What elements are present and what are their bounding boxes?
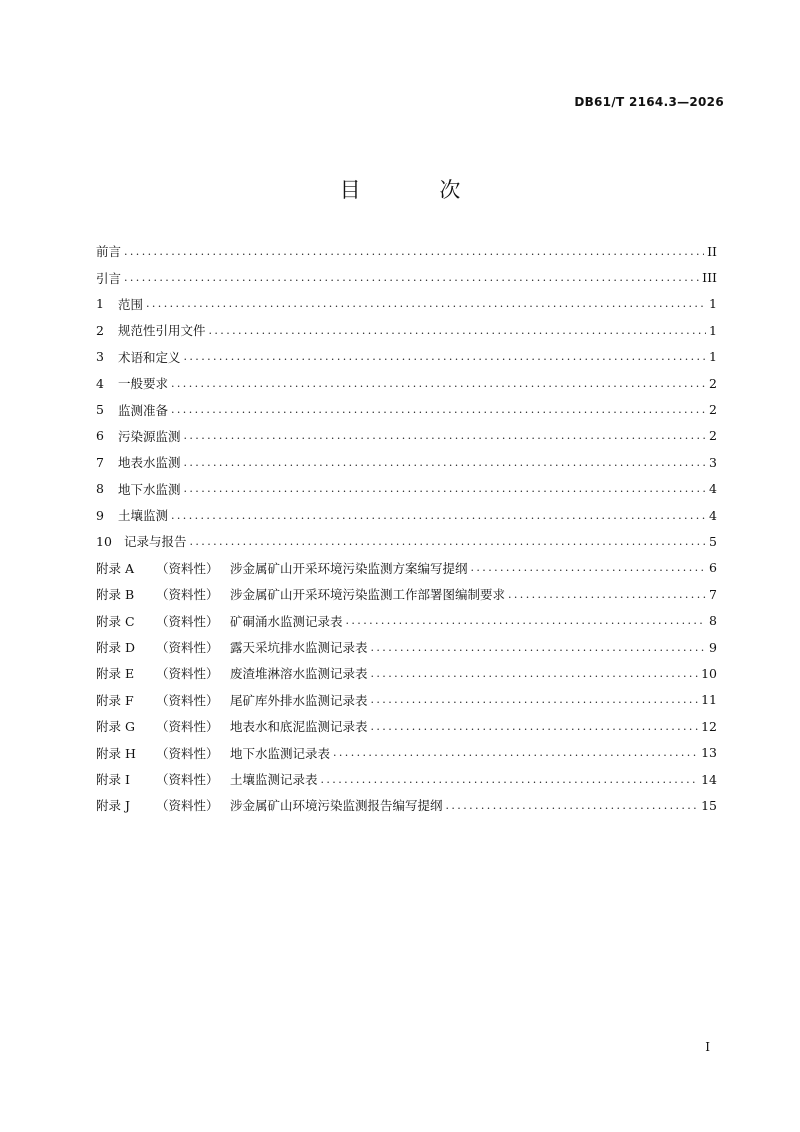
appendix-code: 附录 A <box>96 560 135 576</box>
toc-label: 术语和定义 <box>118 349 181 365</box>
page-number: I <box>705 1040 710 1054</box>
toc-entry-8[interactable] <box>96 476 717 502</box>
toc-leader <box>333 745 698 760</box>
toc-label: 尾矿库外排水监测记录表 <box>230 692 368 708</box>
toc-label: 记录与报告 <box>124 534 187 550</box>
toc-entry-3[interactable] <box>96 344 717 370</box>
toc-label: 废渣堆淋溶水监测记录表 <box>230 666 368 682</box>
toc-page: 2 <box>709 428 717 444</box>
appendix-type: （资料性） <box>156 640 219 656</box>
appendix-type: （资料性） <box>156 613 219 629</box>
toc-label: 地下水监测记录表 <box>230 745 331 761</box>
appendix-code: 附录 F <box>96 692 134 708</box>
appendix-code: 附录 E <box>96 666 135 682</box>
page-title: 目 次 <box>339 178 497 202</box>
toc-appendix-c[interactable] <box>96 607 717 633</box>
toc-label: 地表水监测 <box>118 455 181 471</box>
toc-label: 前言 <box>96 244 122 260</box>
toc-leader <box>471 560 706 575</box>
toc-leader <box>346 613 706 628</box>
toc-page: 3 <box>709 454 717 470</box>
toc-entry-10[interactable] <box>96 528 717 554</box>
toc-number: 4 <box>96 375 104 391</box>
toc-page: II <box>707 243 717 259</box>
toc-number: 2 <box>96 322 104 338</box>
appendix-code: 附录 G <box>96 719 135 735</box>
appendix-type: （资料性） <box>156 719 219 735</box>
appendix-type: （资料性） <box>156 587 219 603</box>
toc-leader <box>446 798 699 813</box>
toc-leader <box>184 481 706 496</box>
toc-entry-introduction[interactable] <box>96 264 717 290</box>
toc-appendix-g[interactable] <box>96 713 717 739</box>
toc-page: 7 <box>709 586 717 602</box>
toc-entry-1[interactable] <box>96 291 717 317</box>
toc-leader <box>190 534 706 549</box>
toc-appendix-h[interactable] <box>96 739 717 765</box>
toc-leader <box>146 296 706 311</box>
toc-label: 监测准备 <box>118 402 169 418</box>
toc-label: 范围 <box>118 296 144 312</box>
toc-label: 地下水监测 <box>118 481 181 497</box>
appendix-code: 附录 I <box>96 772 130 787</box>
toc-page: 10 <box>701 665 717 681</box>
document-code: DB61/T 2164.3—2026 <box>574 95 724 109</box>
toc-label: 涉金属矿山环境污染监测报告编写提纲 <box>230 798 443 814</box>
toc-leader <box>371 640 706 655</box>
appendix-code: 附录 D <box>96 640 135 656</box>
appendix-type: （资料性） <box>156 772 219 787</box>
toc-number: 1 <box>96 296 104 312</box>
toc-number: 8 <box>96 481 104 497</box>
appendix-type: （资料性） <box>156 560 219 576</box>
toc-entry-4[interactable] <box>96 370 717 396</box>
toc-label: 土壤监测记录表 <box>230 772 318 787</box>
toc-leader <box>184 428 706 443</box>
toc-page: 4 <box>709 481 717 497</box>
appendix-type: （资料性） <box>156 798 219 814</box>
toc-page: 2 <box>709 375 717 391</box>
toc-label: 引言 <box>96 270 122 286</box>
toc-label: 地表水和底泥监测记录表 <box>230 719 368 735</box>
toc-leader <box>184 455 706 470</box>
toc-leader <box>171 402 706 417</box>
appendix-type: （资料性） <box>156 666 219 682</box>
toc-page: 1 <box>709 322 717 338</box>
toc-leader <box>371 692 699 707</box>
toc-leader <box>371 666 699 681</box>
toc-entry-6[interactable] <box>96 423 717 449</box>
toc-label: 一般要求 <box>118 376 169 392</box>
toc-number: 7 <box>96 454 104 470</box>
toc-entry-5[interactable] <box>96 396 717 422</box>
toc-number: 3 <box>96 349 104 365</box>
toc-page: 6 <box>709 560 717 576</box>
toc-page: 5 <box>709 533 717 549</box>
toc-label: 露天采坑排水监测记录表 <box>230 640 368 656</box>
toc-number: 10 <box>96 533 112 549</box>
toc-appendix-j[interactable] <box>96 792 717 818</box>
toc-leader <box>321 772 699 787</box>
appendix-type: （资料性） <box>156 692 219 708</box>
toc-page: 8 <box>709 613 717 629</box>
toc-page: 2 <box>709 402 717 418</box>
toc-appendix-d[interactable] <box>96 634 717 660</box>
toc-page: 12 <box>701 718 717 734</box>
appendix-type: （资料性） <box>156 745 219 761</box>
appendix-code: 附录 J <box>96 798 130 814</box>
toc-entry-foreword[interactable] <box>96 238 717 264</box>
toc-label: 涉金属矿山开采环境污染监测工作部署图编制要求 <box>230 587 506 603</box>
toc-leader <box>508 587 706 602</box>
toc-page: 13 <box>701 745 717 761</box>
toc-page: III <box>702 270 717 286</box>
toc-page: 15 <box>701 797 717 813</box>
toc-leader <box>371 719 699 734</box>
toc-page: 9 <box>709 639 717 655</box>
toc-number: 6 <box>96 428 104 444</box>
appendix-code: 附录 H <box>96 745 136 761</box>
toc-entry-7[interactable] <box>96 449 717 475</box>
table-of-contents <box>96 238 717 819</box>
appendix-code: 附录 C <box>96 613 135 629</box>
toc-page: 4 <box>709 507 717 523</box>
toc-appendix-i[interactable] <box>96 766 717 792</box>
toc-leader <box>209 323 706 338</box>
appendix-code: 附录 B <box>96 587 135 603</box>
toc-leader <box>124 270 699 285</box>
toc-leader <box>171 508 706 523</box>
toc-entry-9[interactable] <box>96 502 717 528</box>
toc-appendix-b[interactable] <box>96 581 717 607</box>
toc-label: 规范性引用文件 <box>118 323 206 339</box>
toc-label: 矿硐涌水监测记录表 <box>230 613 343 629</box>
toc-appendix-e[interactable] <box>96 660 717 686</box>
toc-leader <box>184 349 706 364</box>
toc-page: 14 <box>701 771 717 787</box>
toc-page: 1 <box>709 296 717 312</box>
toc-label: 污染源监测 <box>118 428 181 444</box>
toc-page: 11 <box>701 692 717 708</box>
toc-leader <box>124 244 704 259</box>
toc-appendix-a[interactable] <box>96 555 717 581</box>
toc-label: 涉金属矿山开采环境污染监测方案编写提纲 <box>230 560 468 576</box>
toc-number: 9 <box>96 507 104 523</box>
toc-entry-2[interactable] <box>96 317 717 343</box>
toc-label: 土壤监测 <box>118 508 169 524</box>
toc-number: 5 <box>96 402 104 418</box>
toc-leader <box>171 376 706 391</box>
toc-page: 1 <box>709 349 717 365</box>
toc-appendix-f[interactable] <box>96 687 717 713</box>
